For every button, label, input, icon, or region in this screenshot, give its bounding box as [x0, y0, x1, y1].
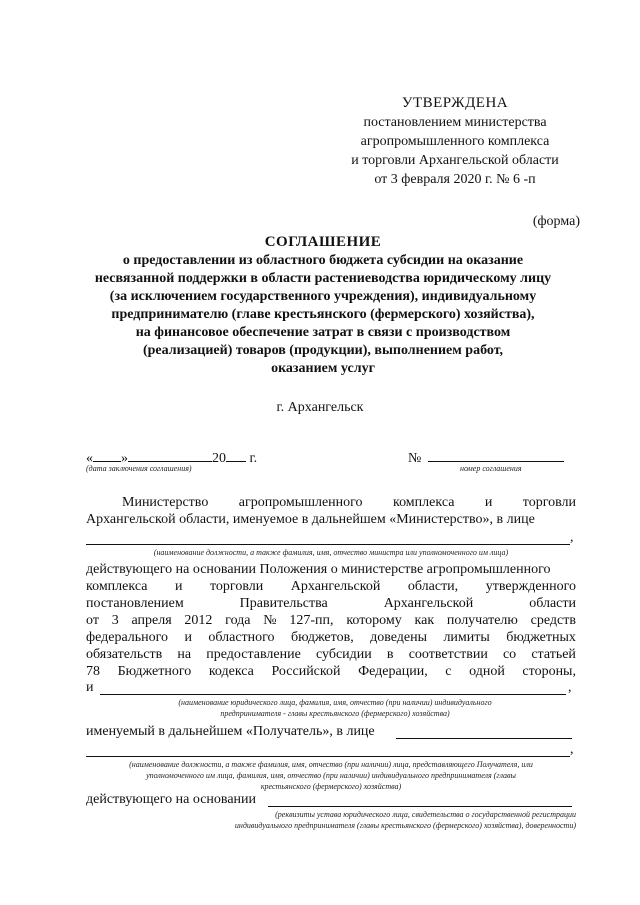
word: агропромышленного: [238, 495, 363, 510]
text-line: Архангельской области, именуемое в дальнейшем «Министерство», в лице: [86, 512, 535, 527]
word: Бюджетного: [117, 664, 192, 679]
word: Российской: [271, 664, 341, 679]
comma: ,: [568, 680, 572, 695]
word: доведены: [370, 630, 428, 645]
recipient-name-blank[interactable]: [100, 694, 566, 695]
comma: ,: [570, 530, 574, 545]
agreement-subtitle-line: предпринимателю (главе крестьянского (фермерского) хозяйства),: [111, 307, 535, 322]
year-suffix: г.: [249, 451, 258, 466]
justified-line: [86, 646, 576, 663]
word: утвержденного: [485, 579, 576, 594]
caption-line: индивидуального предпринимателя (главы крестьянского (фермерского) хозяйства), доверенности): [234, 821, 576, 830]
word: субсидии: [315, 647, 372, 662]
word: Федерации,: [358, 664, 428, 679]
body-line-7: [86, 612, 576, 629]
body-line-2: [86, 511, 576, 528]
recipient-rep-caption: [86, 759, 576, 792]
word: кодекса: [208, 664, 254, 679]
word: области,: [407, 579, 459, 594]
body-line-1: [122, 494, 576, 511]
approval-line: постановлением министерства: [363, 115, 547, 130]
word: Архангельской: [383, 596, 474, 611]
word: на: [177, 647, 192, 662]
agreement-title-block: [60, 232, 586, 378]
close-quote: »: [121, 451, 128, 466]
comma: ,: [570, 742, 574, 757]
caption-line: (наименование должности, а также фамилия, имя, отчество (при наличии) лица, представляющего Получателя, или: [129, 760, 533, 769]
word: лимиты: [443, 630, 490, 645]
approval-line: агропромышленного комплекса: [360, 134, 550, 149]
word: торговли: [522, 495, 576, 510]
word: статьей: [531, 647, 576, 662]
agreement-subtitle-line: на финансовое обеспечение затрат в связи с производством: [135, 325, 511, 340]
word: 2012: [184, 613, 213, 628]
word: бюджетных: [506, 630, 576, 645]
recipient-rep-blank-2[interactable]: [86, 756, 570, 757]
body-line-9: [86, 646, 576, 663]
word: Архангельской: [290, 579, 381, 594]
word: стороны,: [522, 664, 576, 679]
justified-line: [86, 663, 576, 680]
number-blank[interactable]: [428, 447, 564, 462]
word: 78: [86, 664, 100, 679]
word: 127-пп,: [289, 613, 334, 628]
justified-line: [86, 612, 576, 629]
approval-line: от 3 февраля 2020 г. № 6 -п: [374, 172, 536, 187]
basis-caption: [160, 809, 576, 831]
body-line-5: [86, 578, 576, 595]
agreement-subtitle-line: о предоставлении из областного бюджета субсидии на оказание: [122, 253, 524, 268]
caption-line: крестьянского (фермерского) хозяйства): [260, 782, 402, 791]
minister-caption: (наименование должности, а также фамилия, имя, отчество министра или уполномоченного им лица): [153, 548, 509, 557]
word: предоставление: [206, 647, 301, 662]
date-caption: (дата заключения соглашения): [86, 464, 192, 473]
agreement-subtitle-line: несвязанной поддержки в области растениеводства юридическому лицу: [94, 271, 552, 286]
word: с: [445, 664, 452, 679]
word: и: [484, 495, 493, 510]
number-sign: №: [408, 451, 422, 466]
body-line-6: [86, 595, 576, 612]
word: торговли: [210, 579, 264, 594]
justified-line: [86, 595, 576, 612]
agreement-subtitle-line: (реализацией) товаров (продукции), выполнением работ,: [142, 343, 504, 358]
recipient-rep-blank-1[interactable]: [396, 738, 572, 739]
caption-line: предпринимателя - главы крестьянского (фермерского) хозяйства): [220, 709, 450, 718]
caption-line: (наименование юридического лица, фамилия, имя, отчество (при наличии) индивидуального: [178, 698, 492, 707]
word: апреля: [131, 613, 172, 628]
word: комплекса: [86, 579, 148, 594]
basis-blank[interactable]: [268, 806, 572, 807]
word: средств: [530, 613, 576, 628]
word: получателю: [446, 613, 518, 628]
open-quote: «: [86, 451, 93, 466]
text-line: действующего на основании Положения о министерстве агропромышленного: [86, 562, 551, 577]
recipient-caption: [110, 697, 560, 719]
recipient-alias-text: именуемый в дальнейшем «Получатель», в лице: [86, 724, 375, 739]
word: в: [386, 647, 394, 662]
year-blank[interactable]: [226, 447, 246, 462]
number-caption: номер соглашения: [460, 464, 522, 473]
word: со: [502, 647, 517, 662]
day-blank[interactable]: [93, 447, 121, 462]
word: и: [174, 579, 183, 594]
word: соответствии: [408, 647, 488, 662]
word: Министерство: [122, 495, 209, 510]
caption-line: (реквизиты устава юридического лица, свидетельства о государственной регистрации: [275, 810, 576, 819]
approval-block: [330, 94, 580, 189]
approval-heading: УТВЕРЖДЕНА: [401, 95, 509, 111]
word: области: [529, 596, 576, 611]
word: как: [414, 613, 435, 628]
city-name: г. Архангельск: [276, 400, 364, 415]
representative-blank[interactable]: [86, 544, 570, 545]
word: от: [86, 613, 99, 628]
word: областного: [208, 630, 275, 645]
word: федерального: [86, 630, 169, 645]
word: которому: [346, 613, 402, 628]
word: года: [225, 613, 251, 628]
word: постановлением: [86, 596, 184, 611]
justified-line: [86, 578, 576, 595]
month-blank[interactable]: [128, 447, 212, 462]
justified-line: [122, 494, 576, 511]
body-line-10: [86, 663, 576, 680]
justified-line: [86, 629, 576, 646]
year-prefix: 20: [212, 451, 226, 466]
word: 3: [111, 613, 119, 628]
word: №: [263, 613, 277, 628]
word: комплекса: [392, 495, 455, 510]
word: и: [184, 630, 192, 645]
basis-text: действующего на основании: [86, 792, 257, 807]
agreement-subtitle-line: (за исключением государственного учреждения), индивидуальному: [109, 289, 537, 304]
word: Правительства: [239, 596, 328, 611]
body-line-4: [86, 561, 576, 578]
caption-line: уполномоченного им лица, фамилия, имя, отчество (при наличии) индивидуального предпринимателя (главы: [146, 771, 516, 780]
agreement-heading: СОГЛАШЕНИЕ: [264, 234, 382, 250]
form-label: (форма): [532, 214, 580, 229]
body-line-8: [86, 629, 576, 646]
word: обязательств: [86, 647, 163, 662]
conjunction-and: и: [86, 680, 94, 695]
word: одной: [469, 664, 505, 679]
agreement-subtitle-line: оказанием услуг: [271, 361, 375, 376]
word: бюджетов,: [290, 630, 354, 645]
approval-line: и торговли Архангельской области: [351, 153, 559, 168]
